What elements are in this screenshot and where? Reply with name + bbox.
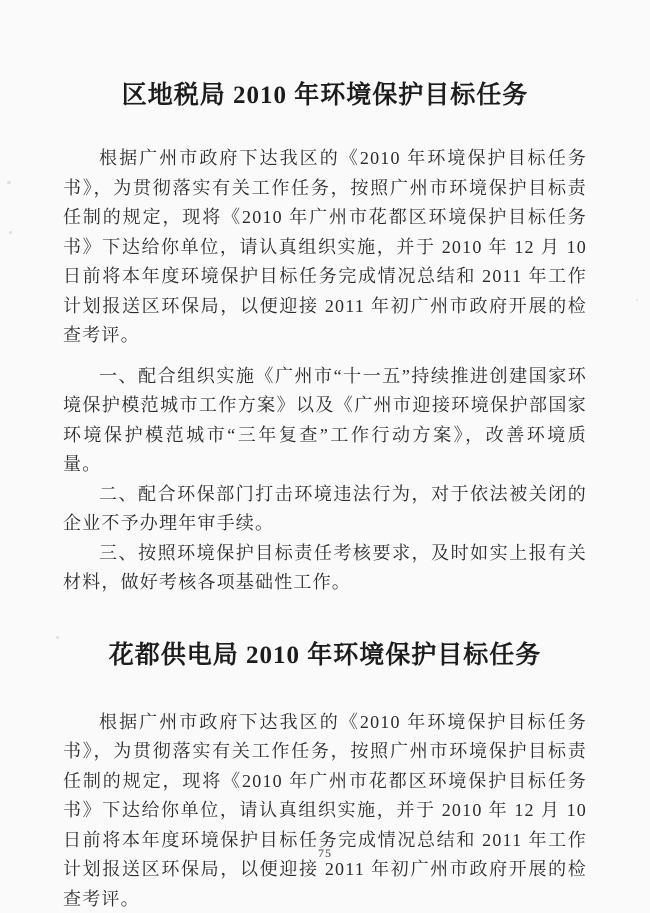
paragraph-intro: 根据广州市政府下达我区的《2010 年环境保护目标任务书》，为贯彻落实有关工作任务，按照广州市环境保护目标责任制的规定，现将《2010 年广州市花都区环境保护目标任务书》下达给你单位，请认真组织实施，并于 2010 年 12 月 10 日前将本年度环境保护目标任务完成情况总结和 2011 年工作计划报送区环保局，以便迎接 2011 年初广州市政府开展的检查考评。 (63, 711, 587, 909)
section-title-huadu-power-supply-bureau: 花都供电局 2010 年环境保护目标任务 (108, 641, 542, 669)
page-number: 75 (318, 846, 332, 860)
paragraph-item-3: 三、按照环境保护目标责任考核要求，及时如实上报有关材料，做好考核各项基础性工作。 (63, 542, 587, 592)
section-title-district-tax-bureau: 区地税局 2010 年环境保护目标任务 (121, 82, 529, 109)
paragraph-item-2: 二、配合环保部门打击环境违法行为，对于依法被关闭的企业不予办理年审手续。 (63, 483, 587, 533)
paragraph-intro: 根据广州市政府下达我区的《2010 年环境保护目标任务书》，为贯彻落实有关工作任务，按照广州市环境保护目标责任制的规定，现将《2010 年广州市花都区环境保护目标任务书》下达给你单位，请认真组织实施，并于 2010 年 12 月 10 日前将本年度环境保护目标任务完成情况总结和 2011 年工作计划报送区环保局，以便迎接 2011 年初广州市政府开展的检查考评。 (63, 148, 587, 345)
section-huadu-power-supply-bureau (63, 638, 587, 913)
paragraph-item-1: 一、配合组织实施《广州市“十一五”持续推进创建国家环境保护模范城市工作方案》以及《广州市迎接环境保护部国家环境保护模范城市“三年复查”工作行动方案》，改善环境质量。 (63, 365, 587, 474)
scan-speck (56, 636, 59, 639)
scan-speck (9, 231, 12, 234)
scan-speck (636, 299, 638, 301)
scan-speck (7, 181, 11, 184)
section-district-tax-bureau (63, 0, 587, 598)
